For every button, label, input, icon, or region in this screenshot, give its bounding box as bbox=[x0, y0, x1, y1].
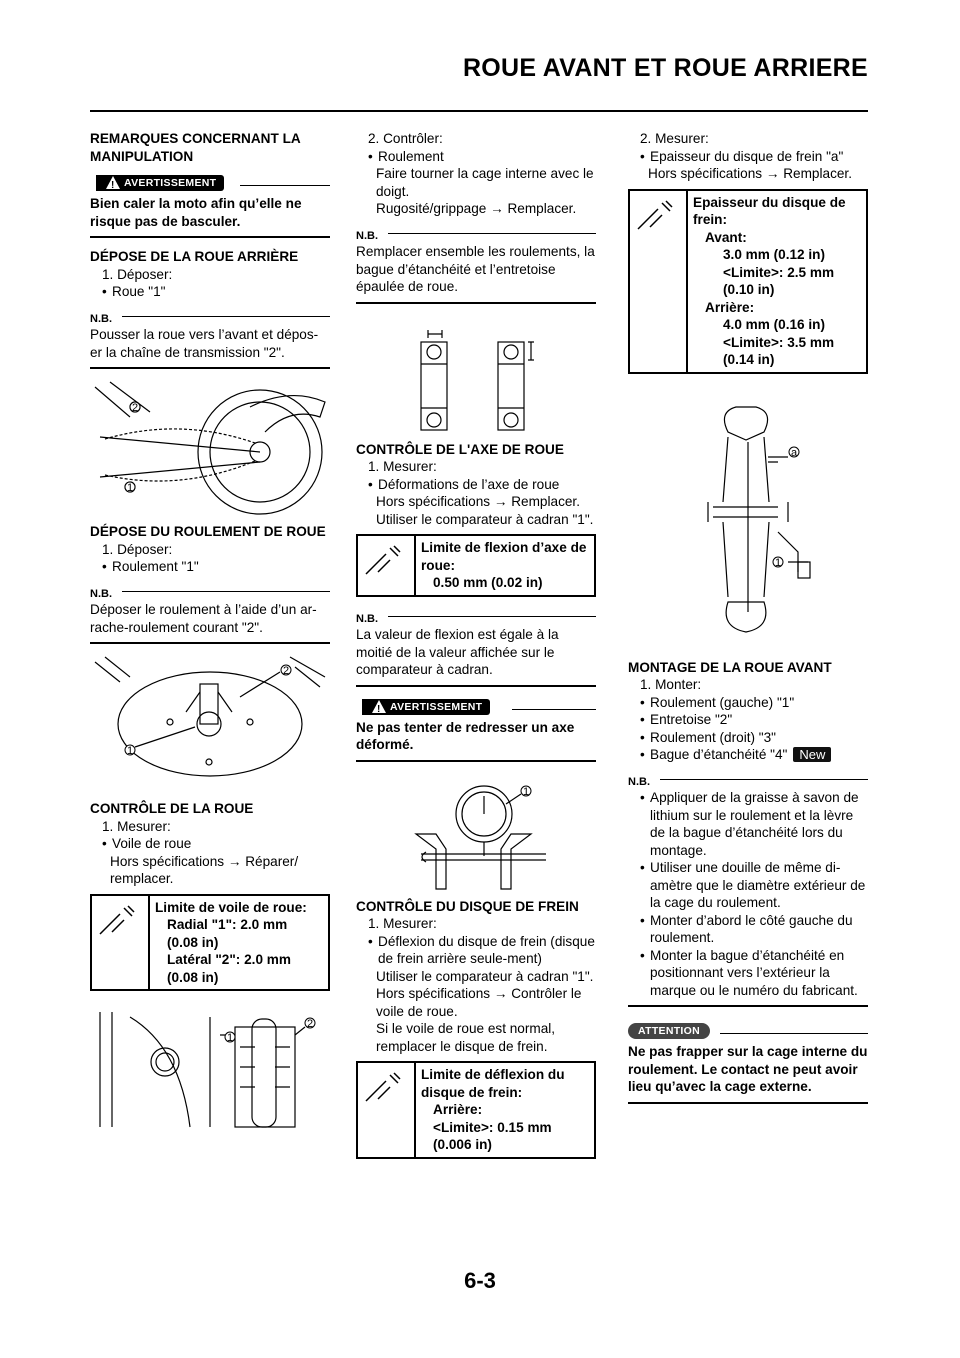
warning-text-axle: Ne pas tenter de redresser un axe déformé. bbox=[356, 719, 575, 752]
page-number: 6-3 bbox=[464, 1268, 496, 1293]
section-title-disc-check: CONTRÔLE DU DISQUE DE FREIN bbox=[356, 898, 579, 914]
spec-box-disc-thickness: Epaisseur du disque de frein: Avant: 3.0 mm (0.12 in) <Limite>: 2.5 mm (0.10 in) Arrière: 4.0 mm (0.16 in) <Limite>: 3.5 mm (0.14 in) bbox=[628, 189, 868, 374]
callout-1: 1 bbox=[127, 482, 134, 494]
section-title-front-install: MONTAGE DE LA ROUE AVANT bbox=[628, 659, 832, 675]
column-3: 2. Mesurer: • Epaisseur du disque de frein "a" Hors spécifications → Remplacer. Epaisseur du disque de frein: Avant: 3.0 mm (0.12 in) <Limite>: 2.5 mm (0.10 in) Arrière: 4.0 mm (0.16 in) <Limite>: 3.5 mm (0.14 in) a 1 MONTAGE DE LA ROUE AVANT 1. Monter: • Roulement (gauche) "1" • Entretoise "2" • Roulement (droit) "3" • Bague d’étanchéité "4" New N.B. • Appliquer de la graisse à savon de lithium sur le roulement et la lèvre de la bague d’étanchéité lors du montage. • Utiliser une douille de même di-amètre que le diamètre extérieur de la cage du roulement. • Monter d’abord le côté gauche du roulement. • Monter la bague d’étanchéité en positionnant vers l’extérieur la marque ou le numéro du fabricant. ATTENTION Ne pas frapper sur la cage interne du roulement. Le contact ne peut avoir lieu qu’avec la cage externe. bbox=[628, 130, 868, 1112]
figure-wheel-runout bbox=[90, 1007, 330, 1132]
warning-label: ! AVERTISSEMENT bbox=[356, 699, 596, 719]
section-title-rear-removal: DÉPOSE DE LA ROUE ARRIÈRE bbox=[90, 249, 299, 264]
column-2: 2. Contrôler: • Roulement Faire tourner la cage interne avec le doigt. Rugosité/grippage → Remplacer. N.B. Remplacer ensemble les roulements, la bague d’étanchéité et l’entretoise épaulée de roue. CONTRÔLE DE L'AXE DE ROUE 1. Mesurer: • Déformations de l’axe de roue Hors spécifications → Remplacer. Utiliser le comparateur à cadran "1". Limite de flexion d’axe de roue: 0.50 mm (0.02 in) N.B. La valeur de flexion est égale à la moitié de la valeur affichée sur le comparateur à cadran. ! AVERTISSEMENT Ne pas tenter de redresser un axe déformé. 1 CONTRÔLE DU DISQUE DE FREIN 1. Mesurer: • Déflexion du disque de frein (disque de frein arrière seule-ment) Utiliser le comparateur à cadran "1". Hors spécifications → Contrôler le voile de roue. Si le voile de roue est normal, remplacer le disque de frein. Limite de déflexion du disque de frein: Arrière: <Limite>: 0.15 mm (0.006 in) bbox=[356, 130, 596, 1159]
section-title-axle-check: CONTRÔLE DE L'AXE DE ROUE bbox=[356, 441, 564, 457]
svg-text:2: 2 bbox=[307, 1018, 314, 1030]
svg-text:1: 1 bbox=[127, 745, 134, 757]
warning-text-handling: Bien caler la moto afin qu’elle ne risque pas de basculer. bbox=[90, 196, 302, 229]
caution-text: Ne pas frapper sur la cage interne du roulement. Le contact ne peut avoir lieu qu’avec la cage externe. bbox=[628, 1044, 868, 1094]
callout-2: 2 bbox=[132, 402, 139, 414]
new-part-badge: New bbox=[793, 747, 831, 762]
spec-wrench-icon bbox=[358, 1063, 416, 1157]
figure-disc-thickness bbox=[628, 402, 868, 637]
note-bearing-check: N.B. Remplacer ensemble les roulements, la bague d’étanchéité et l’entretoise épaulée de roue. bbox=[356, 229, 595, 294]
svg-text:1: 1 bbox=[775, 556, 782, 569]
spec-box-disc-deflection: Limite de déflexion du disque de frein: Arrière: <Limite>: 0.15 mm (0.006 in) bbox=[356, 1061, 596, 1159]
note-bearing-removal: N.B. Déposer le roulement à l’aide d’un ar-rache-roulement courant "2". bbox=[90, 584, 330, 637]
spec-box-axle-bend: Limite de flexion d’axe de roue: 0.50 mm (0.02 in) bbox=[356, 534, 596, 597]
note-rear-removal: N.B. Pousser la roue vers l’avant et dépos-er la chaîne de transmission "2". bbox=[90, 309, 330, 362]
figure-rear-wheel-removal bbox=[90, 377, 330, 517]
spec-wrench-icon bbox=[358, 536, 416, 595]
section-title-handling: REMARQUES CONCERNANT LA MANIPULATION bbox=[90, 131, 301, 164]
svg-text:2: 2 bbox=[283, 665, 290, 677]
figure-bearing-puller bbox=[90, 652, 330, 792]
warning-icon: ! bbox=[372, 700, 386, 713]
svg-text:1: 1 bbox=[523, 785, 530, 798]
caution-label: ATTENTION bbox=[628, 1023, 868, 1043]
warning-icon: ! bbox=[106, 176, 120, 189]
page-title: ROUE AVANT ET ROUE ARRIERE bbox=[462, 54, 868, 82]
title-rule bbox=[90, 110, 868, 112]
warning-label: ! AVERTISSEMENT bbox=[90, 175, 330, 195]
section-title-wheel-check: CONTRÔLE DE LA ROUE bbox=[90, 801, 254, 816]
spec-wrench-icon bbox=[92, 896, 150, 990]
svg-text:1: 1 bbox=[227, 1032, 234, 1044]
spec-box-wheel-runout: Limite de voile de roue: Radial "1": 2.0 mm (0.08 in) Latéral "2": 2.0 mm (0.08 in) bbox=[90, 894, 330, 992]
note-front-install: N.B. • Appliquer de la graisse à savon de lithium sur le roulement et la lèvre de la bague d’étanchéité lors du montage. • Utiliser une douille de même di-amètre que le diamètre extérieur de la cage du roulement. • Monter d’abord le côté gauche du roulement. • Monter la bague d’étanchéité en positionnant vers l’extérieur la marque ou le numéro du fabricant. bbox=[628, 772, 868, 1000]
column-1: REMARQUES CONCERNANT LA MANIPULATION ! AVERTISSEMENT Bien caler la moto afin qu’elle ne risque pas de basculer. DÉPOSE DE LA ROUE ARRIÈRE 1. Déposer: • Roue "1" N.B. Pousser la roue vers l’avant et dépos-er la chaîne de transmission "2". 2 1 DÉPOSE DU ROULEMENT DE ROUE 1. Déposer: • Roulement "1" N.B. Déposer le roulement à l’aide d’un ar-rache-roulement courant "2". 2 1 CONTRÔLE DE LA ROUE 1. Mesurer: • Voile de roue Hors spécifications → Réparer/ remplacer. Limite de voile de roue: Radial "1": 2.0 mm (0.08 in) Latéral "2": 2.0 mm (0.08 in) 1 2 bbox=[90, 130, 330, 1132]
section-title-bearing-removal: DÉPOSE DU ROULEMENT DE ROUE bbox=[90, 524, 326, 539]
figure-bearings bbox=[356, 322, 596, 437]
callout-a: a bbox=[791, 446, 798, 459]
note-axle: N.B. La valeur de flexion est égale à la moitié de la valeur affichée sur le comparateur à cadran. bbox=[356, 609, 596, 679]
spec-wrench-icon bbox=[630, 191, 688, 372]
figure-axle-dial-gauge bbox=[356, 774, 596, 894]
